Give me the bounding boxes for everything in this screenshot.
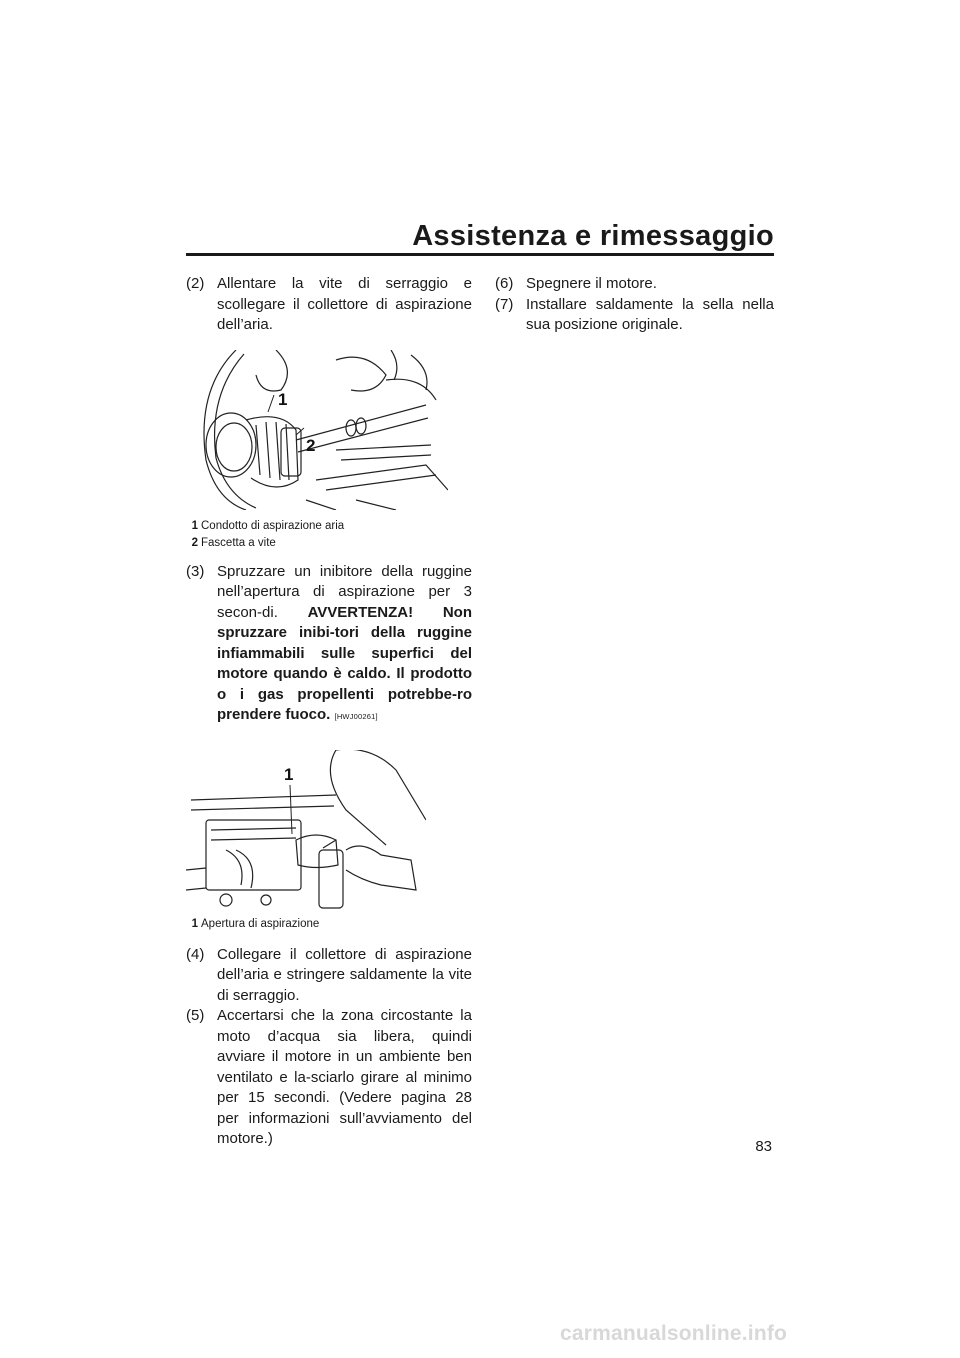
step-number: (7) xyxy=(495,295,514,313)
figure-intake-opening xyxy=(186,750,472,910)
caption-1 xyxy=(186,916,472,933)
step-text: Collegare il collettore di aspirazione dell’aria e stringere saldamente la vite di serraggio. xyxy=(217,945,472,1004)
spray-illustration xyxy=(186,750,426,910)
warning-code: [HWJ00261] xyxy=(334,712,378,721)
caption-number: 1 xyxy=(191,917,198,930)
step-text: Installare saldamente la sella nella sua posizione originale. xyxy=(526,295,774,333)
caption-text: Apertura di aspirazione xyxy=(201,917,320,930)
caption-number: 2 xyxy=(191,536,198,549)
warning-text: AVVERTENZA! Non spruzzare inibi-tori della ruggine infiammabili sulle superfici del motore quando è caldo. Il prodotto o i gas propellenti potrebbe-ro prendere fuoco. xyxy=(217,603,472,723)
callout-1: 1 xyxy=(284,764,294,784)
step-text-wrap xyxy=(217,562,472,728)
step-text: Accertarsi che la zona circostante la moto d’acqua sia libera, quindi avviare il motore in un ambiente ben ventilato e la-sciarlo girare al minimo per 15 secondi. (Vedere pagina 28 per informazioni sull’avviamento del motore.) xyxy=(217,1007,472,1147)
figure-intake-duct xyxy=(186,350,472,510)
title-rule xyxy=(186,253,774,256)
step-4 xyxy=(186,945,472,1007)
right-column xyxy=(495,274,774,336)
step-text: Spegnere il motore. xyxy=(526,275,657,292)
step-number: (5) xyxy=(186,1007,205,1024)
caption-text: Condotto di aspirazione aria xyxy=(201,519,345,532)
step-number: (6) xyxy=(495,275,514,292)
step-7 xyxy=(495,295,774,336)
callout-2: 2 xyxy=(306,435,316,455)
caption-number: 1 xyxy=(191,519,198,532)
caption-2 xyxy=(186,535,472,552)
caption-1 xyxy=(186,518,472,535)
step-text: Allentare la vite di serraggio e scollegare il collettore di aspirazione dell’aria. xyxy=(217,275,472,333)
step-number: (3) xyxy=(186,562,205,580)
step-2 xyxy=(186,274,472,336)
left-column xyxy=(186,274,472,1150)
step-number: (2) xyxy=(186,275,205,292)
step-number: (4) xyxy=(186,945,205,963)
step-text: Spruzzare un inibitore della ruggine nell’apertura di aspirazione per 3 secon-di. xyxy=(217,562,472,621)
page-number: 83 xyxy=(755,1138,772,1155)
step-5 xyxy=(186,1006,472,1150)
callout-1: 1 xyxy=(278,389,288,409)
caption-text: Fascetta a vite xyxy=(201,536,276,549)
intake-duct-illustration xyxy=(186,350,448,510)
page-title: Assistenza e rimessaggio xyxy=(412,220,774,252)
watermark: carmanualsonline.info xyxy=(560,1322,788,1345)
step-6 xyxy=(495,274,774,295)
step-3 xyxy=(186,562,472,728)
